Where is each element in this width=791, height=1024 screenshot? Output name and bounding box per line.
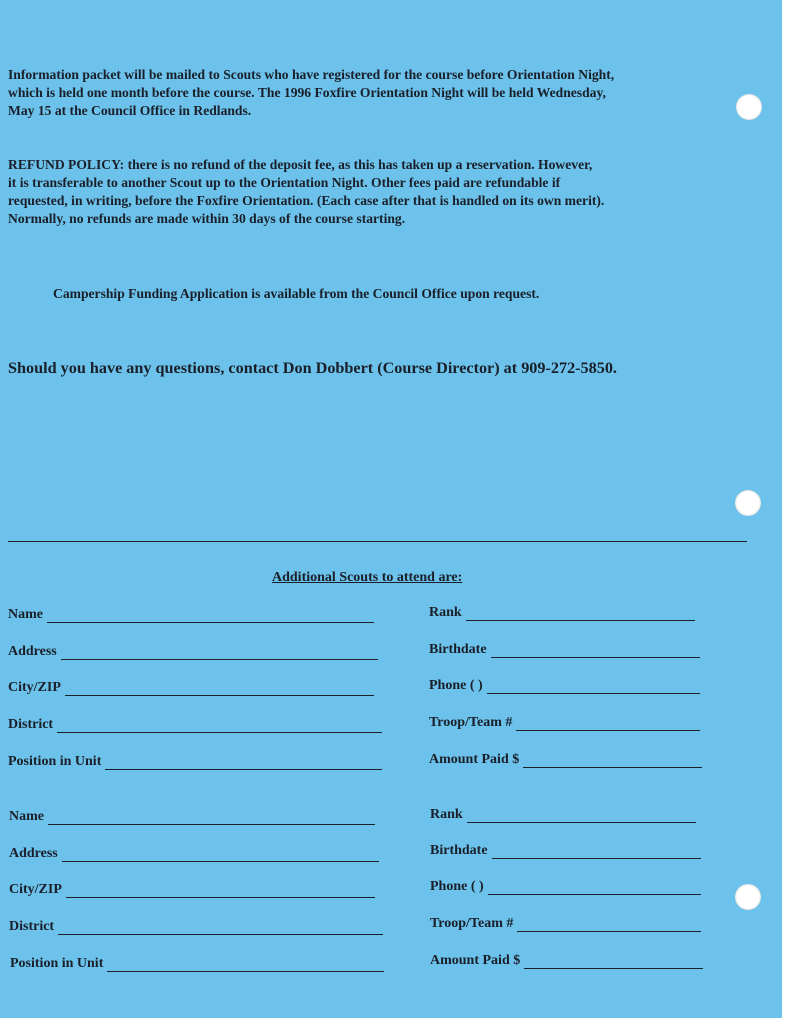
refund-line: Normally, no refunds are made within 30 days of the course starting. bbox=[8, 211, 406, 226]
phone-blank[interactable] bbox=[488, 881, 701, 895]
amount-paid-blank[interactable] bbox=[524, 955, 703, 969]
refund-policy-paragraph bbox=[8, 156, 604, 228]
punch-hole-middle bbox=[735, 490, 761, 516]
field-label: Amount Paid $ bbox=[430, 953, 521, 968]
amount-paid-blank[interactable] bbox=[523, 754, 702, 768]
position-field-1[interactable] bbox=[8, 754, 382, 770]
birthdate-blank[interactable] bbox=[492, 845, 701, 859]
field-label: Birthdate bbox=[429, 642, 487, 657]
troop-team-blank[interactable] bbox=[517, 918, 701, 932]
field-label: Troop/Team # bbox=[429, 715, 513, 730]
name-blank[interactable] bbox=[48, 811, 375, 825]
birthdate-blank[interactable] bbox=[491, 644, 700, 658]
field-label: District bbox=[9, 919, 55, 934]
amount-paid-field-1[interactable] bbox=[429, 752, 702, 768]
field-label: District bbox=[8, 717, 54, 732]
field-label: City/ZIP bbox=[8, 680, 61, 695]
troop-team-field-2[interactable] bbox=[430, 916, 701, 932]
field-label: Phone ( ) bbox=[430, 879, 484, 894]
district-field-1[interactable] bbox=[8, 717, 382, 733]
phone-field-2[interactable] bbox=[430, 879, 701, 895]
name-field-2[interactable] bbox=[9, 809, 375, 825]
address-field-2[interactable] bbox=[9, 846, 379, 862]
field-label: Rank bbox=[430, 807, 463, 822]
birthdate-field-1[interactable] bbox=[429, 642, 700, 658]
campership-paragraph bbox=[53, 285, 539, 303]
district-field-2[interactable] bbox=[9, 919, 383, 935]
position-field-2[interactable] bbox=[10, 956, 384, 972]
refund-line: it is transferable to another Scout up to the Orientation Night. Other fees paid are refundable if bbox=[8, 175, 561, 190]
refund-line: requested, in writing, before the Foxfire Orientation. (Each case after that is handled on its own merit). bbox=[8, 193, 605, 208]
district-blank[interactable] bbox=[57, 719, 382, 733]
field-label: Birthdate bbox=[430, 843, 488, 858]
campership-text: Campership Funding Application is available from the Council Office upon request. bbox=[53, 286, 540, 301]
troop-team-blank[interactable] bbox=[516, 717, 700, 731]
position-blank[interactable] bbox=[105, 756, 382, 770]
field-label: Amount Paid $ bbox=[429, 752, 520, 767]
punch-hole-bottom bbox=[735, 884, 761, 910]
address-field-1[interactable] bbox=[8, 644, 378, 660]
birthdate-field-2[interactable] bbox=[430, 843, 701, 859]
city-zip-field-2[interactable] bbox=[9, 882, 375, 898]
name-field-1[interactable] bbox=[8, 607, 374, 623]
phone-field-1[interactable] bbox=[429, 678, 700, 694]
rank-field-2[interactable] bbox=[430, 807, 696, 823]
field-label: Position in Unit bbox=[10, 956, 104, 971]
additional-scouts-title: Additional Scouts to attend are: bbox=[272, 570, 463, 585]
address-blank[interactable] bbox=[61, 646, 378, 660]
field-label: Troop/Team # bbox=[430, 916, 514, 931]
info-line: which is held one month before the course. The 1996 Foxfire Orientation Night will be held Wednesday, bbox=[8, 85, 606, 100]
field-label: Rank bbox=[429, 605, 462, 620]
contact-paragraph bbox=[8, 358, 617, 378]
name-blank[interactable] bbox=[47, 609, 374, 623]
field-label: Address bbox=[8, 644, 57, 659]
contact-text: Should you have any questions, contact Don Dobbert (Course Director) at 909-272-5850. bbox=[8, 359, 617, 377]
field-label: Phone ( ) bbox=[429, 678, 483, 693]
punch-hole-top bbox=[736, 94, 762, 120]
position-blank[interactable] bbox=[107, 958, 384, 972]
refund-line: REFUND POLICY: there is no refund of the deposit fee, as this has taken up a reservation. However, bbox=[8, 157, 593, 172]
info-paragraph bbox=[8, 66, 614, 120]
rank-field-1[interactable] bbox=[429, 605, 695, 621]
info-line: Information packet will be mailed to Scouts who have registered for the course before Orientation Night, bbox=[8, 67, 615, 82]
troop-team-field-1[interactable] bbox=[429, 715, 700, 731]
phone-blank[interactable] bbox=[487, 680, 700, 694]
field-label: Address bbox=[9, 846, 58, 861]
field-label: City/ZIP bbox=[9, 882, 62, 897]
rank-blank[interactable] bbox=[467, 809, 696, 823]
rank-blank[interactable] bbox=[466, 607, 695, 621]
section-divider bbox=[8, 541, 747, 542]
city-zip-blank[interactable] bbox=[65, 682, 374, 696]
field-label: Position in Unit bbox=[8, 754, 102, 769]
district-blank[interactable] bbox=[58, 921, 383, 935]
amount-paid-field-2[interactable] bbox=[430, 953, 703, 969]
city-zip-field-1[interactable] bbox=[8, 680, 374, 696]
address-blank[interactable] bbox=[62, 848, 379, 862]
info-line: May 15 at the Council Office in Redlands. bbox=[8, 103, 252, 118]
field-label: Name bbox=[9, 809, 44, 824]
city-zip-blank[interactable] bbox=[66, 884, 375, 898]
field-label: Name bbox=[8, 607, 43, 622]
